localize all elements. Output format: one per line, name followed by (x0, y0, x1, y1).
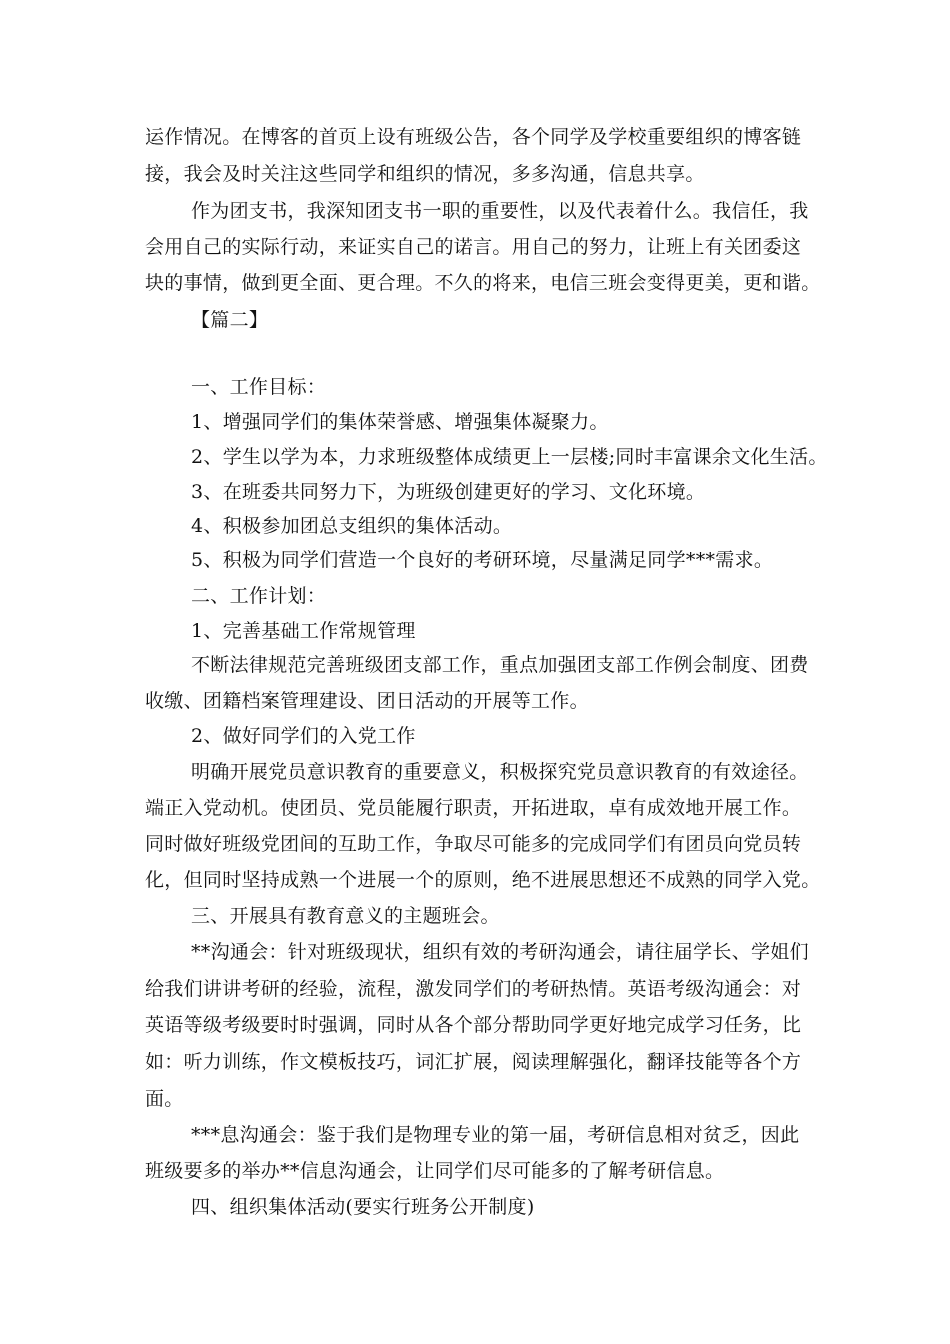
paragraph-line: 块的事情，做到更全面、更合理。不久的将来，电信三班会变得更美，更和谐。 (145, 272, 821, 294)
paragraph-line: **沟通会：针对班级现状，组织有效的考研沟通会，请往届学长、学姐们 (191, 941, 809, 963)
list-item: 3、在班委共同努力下，为班级创建更好的学习、文化环境。 (191, 481, 706, 503)
list-heading: 三、开展具有教育意义的主题班会。 (191, 905, 500, 927)
paragraph-line: 化，但同时坚持成熟一个进展一个的原则，绝不进展思想还不成熟的同学入党。 (145, 869, 821, 891)
paragraph-line: 接，我会及时关注这些同学和组织的情况，多多沟通，信息共享。 (145, 163, 705, 185)
list-item: 4、积极参加团总支组织的集体活动。 (191, 515, 513, 537)
list-item: 5、积极为同学们营造一个良好的考研环境，尽量满足同学***需求。 (191, 549, 774, 571)
list-heading: 二、工作计划： (191, 585, 327, 607)
paragraph-line: 收缴、团籍档案管理建设、团日活动的开展等工作。 (145, 690, 589, 712)
paragraph-line: 运作情况。在博客的首页上设有班级公告，各个同学及学校重要组织的博客链 (145, 126, 802, 148)
paragraph-line: 班级要多的举办**信息沟通会，让同学们尽可能多的了解考研信息。 (145, 1160, 725, 1182)
section-heading: 【篇二】 (191, 309, 269, 331)
list-item: 1、完善基础工作常规管理 (191, 620, 416, 642)
list-item: 1、增强同学们的集体荣誉感、增强集体凝聚力。 (191, 411, 609, 433)
paragraph-line: 同时做好班级党团间的互助工作，争取尽可能多的完成同学们有团员向党员转 (145, 833, 802, 855)
paragraph-line: 明确开展党员意识教育的重要意义，积极探究党员意识教育的有效途径。 (191, 761, 809, 783)
list-heading: 四、组织集体活动(要实行班务公开制度) (191, 1196, 535, 1218)
list-item: 2、做好同学们的入党工作 (191, 725, 416, 747)
paragraph-line: 会用自己的实际行动，来证实自己的诺言。用自己的努力，让班上有关团委这 (145, 236, 802, 258)
paragraph-line: 给我们讲讲考研的经验，流程，激发同学们的考研热情。英语考级沟通会：对 (145, 978, 802, 1000)
paragraph-line: 不断法律规范完善班级团支部工作，重点加强团支部工作例会制度、团费 (191, 654, 809, 676)
paragraph-line: 英语等级考级要时时强调，同时从各个部分帮助同学更好地完成学习任务，比 (145, 1014, 802, 1036)
list-heading: 一、工作目标： (191, 376, 327, 398)
paragraph-line: 如：听力训练，作文模板技巧，词汇扩展，阅读理解强化，翻译技能等各个方 (145, 1051, 802, 1073)
paragraph-line: 作为团支书，我深知团支书一职的重要性，以及代表着什么。我信任，我 (191, 200, 809, 222)
list-item: 2、学生以学为本，力求班级整体成绩更上一层楼;同时丰富课余文化生活。 (191, 446, 828, 468)
paragraph-line: 端正入党动机。使团员、党员能履行职责，开拓进取，卓有成效地开展工作。 (145, 797, 802, 819)
paragraph-line: 面。 (145, 1088, 184, 1110)
paragraph-line: ***息沟通会：鉴于我们是物理专业的第一届，考研信息相对贫乏，因此 (191, 1124, 800, 1146)
